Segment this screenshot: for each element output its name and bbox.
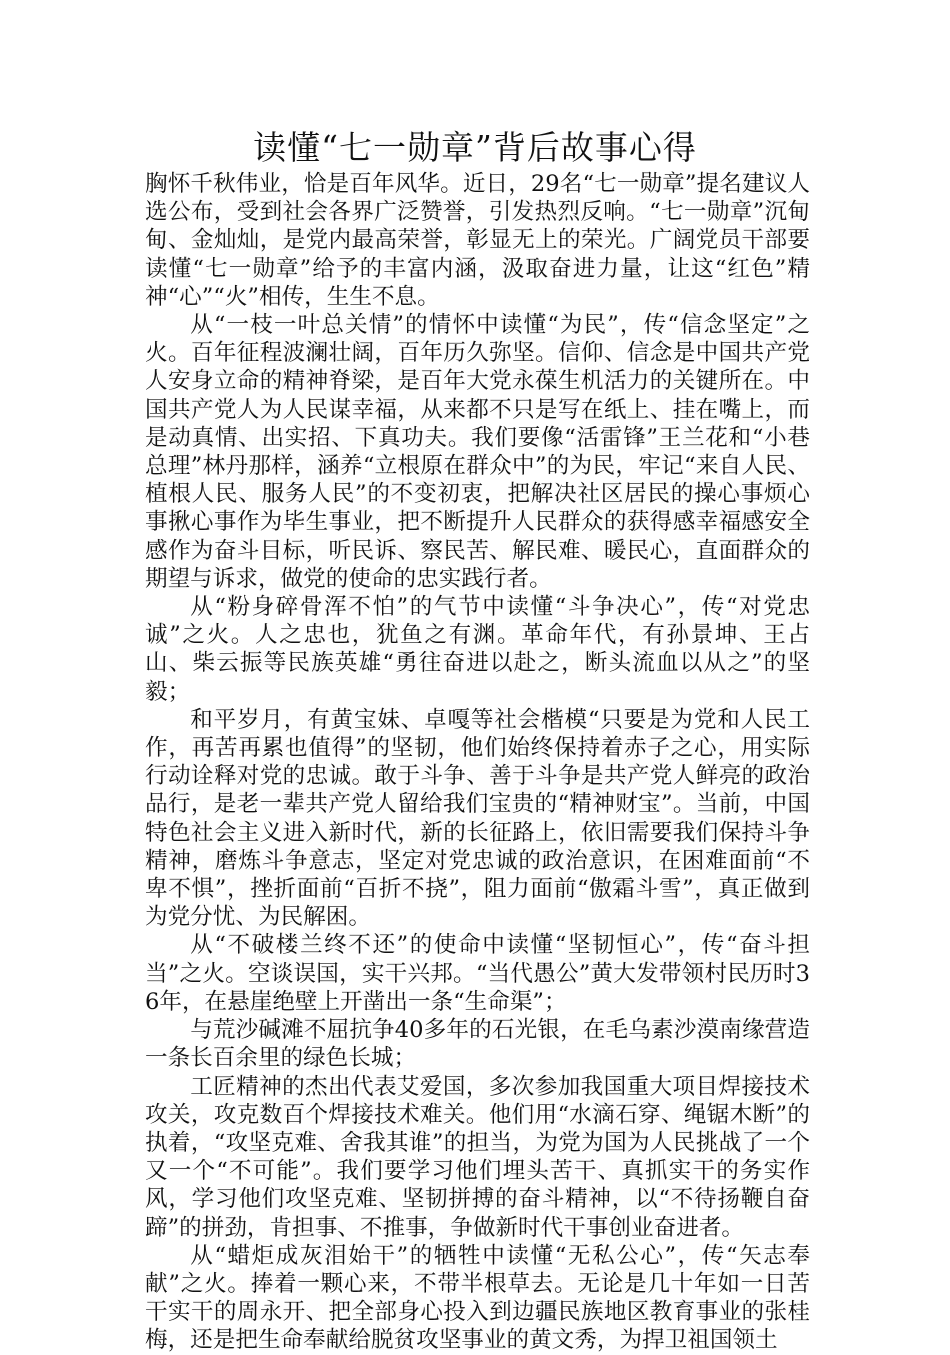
- document-title: 读懂“七一勋章”背后故事心得: [253, 128, 697, 167]
- paragraph-perseverance: 从“不破楼兰终不还”的使命中读懂“坚韧恒心”，传“奋斗担当”之火。空谈误国，实干兴邦。“当代愚公”黄大发带领村民历时36年，在悬崖绝壁上开凿出一条“生命渠”；: [145, 932, 810, 1015]
- paragraph-for-the-people: 从“一枝一叶总关情”的情怀中读懂“为民”，传“信念坚定”之火。百年征程波澜壮阔，百年历久弥坚。信仰、信念是中国共产党人安身立命的精神脊梁，是百年大党永葆生机活力的关键所在。中国共产党人为人民谋幸福，从来都不只是写在纸上、挂在嘴上，而是动真情、出实招、下真功夫。我们要像“活雷锋”王兰花和“小巷总理”林丹那样，涵养“立根原在群众中”的为民，牢记“来自人民、植根人民、服务人民”的不变初衷，把解决社区居民的操心事烦心事揪心事作为毕生事业，把不断提升人民群众的获得感幸福感安全感作为奋斗目标，听民诉、察民苦、解民难、暖民心，直面群众的期望与诉求，做党的使命的忠实践行者。: [145, 312, 810, 592]
- paragraph-peace-years: 和平岁月，有黄宝妹、卓嘎等社会楷模“只要是为党和人民工作，再苦再累也值得”的坚韧，他们始终保持着赤子之心，用实际行动诠释对党的忠诚。敢于斗争、善于斗争是共产党人鲜亮的政治品行，是老一辈共产党人留给我们宝贵的“精神财宝”。当前，中国特色社会主义进入新时代，新的长征路上，依旧需要我们保持斗争精神，磨炼斗争意志，坚定对党忠诚的政治意识，在困难面前“不卑不惧”，挫折面前“百折不挠”，阻力面前“傲霜斗雪”，真正做到为党分忧、为民解困。: [145, 706, 810, 931]
- document-body: [145, 170, 810, 1355]
- paragraph-green-great-wall: 与荒沙碱滩不屈抗争40多年的石光银，在毛乌素沙漠南缘营造一条长百余里的绿色长城；: [145, 1017, 810, 1072]
- paragraph-craftsmanship: 工匠精神的杰出代表艾爱国，多次参加我国重大项目焊接技术攻关，攻克数百个焊接技术难关。他们用“水滴石穿、绳锯木断”的执着，“攻坚克难、舍我其谁”的担当，为党为国为人民挑战了一个又一个“不可能”。我们要学习他们埋头苦干、真抓实干的务实作风，学习他们攻坚克难、坚韧拼搏的奋斗精神，以“不待扬鞭自奋蹄”的拼劲，肯担事、不推事，争做新时代干事创业奋进者。: [145, 1073, 810, 1241]
- paragraph-dedication: 从“蜡炬成灰泪始干”的牺牲中读懂“无私公心”，传“矢志奉献”之火。捧着一颗心来，不带半根草去。无论是几十年如一日苦干实干的周永开、把全部身心投入到边疆民族地区教育事业的张桂梅，还是把生命奉献给脱贫攻坚事业的黄文秀，为捍卫祖国领土: [145, 1242, 810, 1354]
- paragraph-struggle-resolve: 从“粉身碎骨浑不怕”的气节中读懂“斗争决心”，传“对党忠诚”之火。人之忠也，犹鱼之有渊。革命年代，有孙景坤、王占山、柴云振等民族英雄“勇往奋进以赴之，断头流血以从之”的坚毅；: [145, 594, 810, 705]
- paragraph-intro: 胸怀千秋伟业，恰是百年风华。近日，29名“七一勋章”提名建议人选公布，受到社会各界广泛赞誉，引发热烈反响。“七一勋章”沉甸甸、金灿灿，是党内最高荣誉，彰显无上的荣光。广阔党员干部要读懂“七一勋章”给予的丰富内涵，汲取奋进力量，让这“红色”精神“心”“火”相传，生生不息。: [145, 171, 810, 310]
